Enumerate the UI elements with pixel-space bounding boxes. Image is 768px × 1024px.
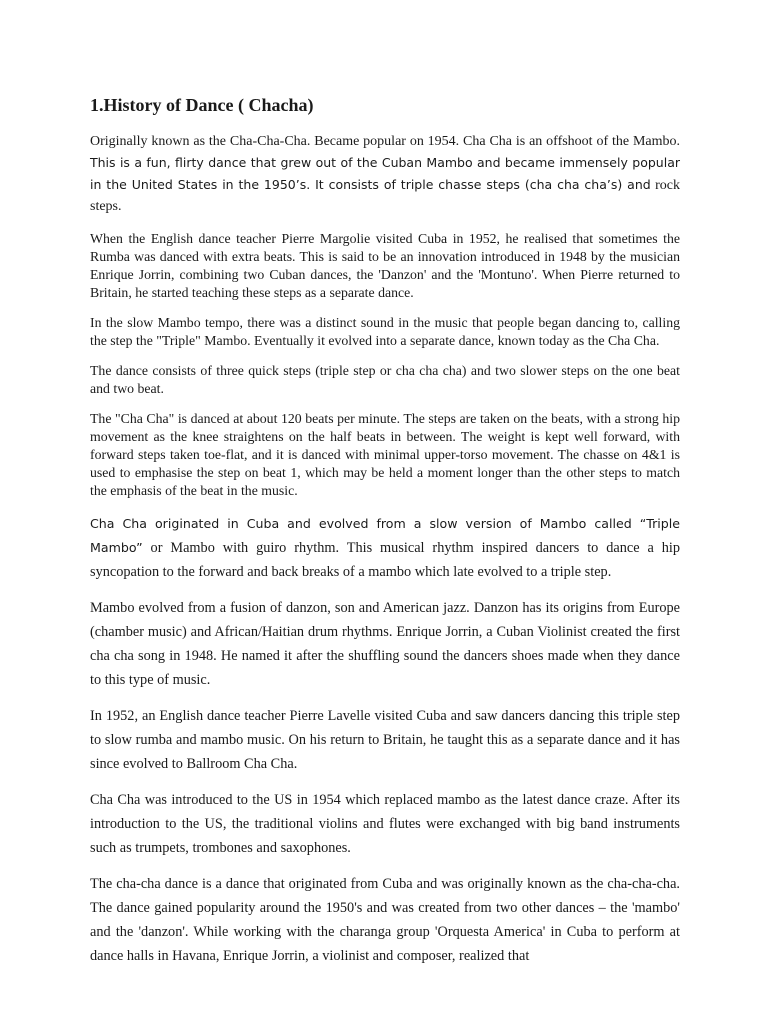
paragraph-intro	[90, 130, 680, 217]
paragraph-steps: The dance consists of three quick steps (triple step or cha cha cha) and two slower steps on the one beat and two beat.	[90, 363, 680, 396]
paragraph-intro-part1: Originally known as the Cha-Cha-Cha. Became popular on 1954. Cha Cha is an offshoot of the Mambo.	[90, 134, 680, 149]
paragraph-margolie: When the English dance teacher Pierre Margolie visited Cuba in 1952, he realised that sometimes the Rumba was danced with extra beats. This is said to be an innovation introduced in 1948 by the musician Enrique Jorrin, combining two Cuban dances, the 'Danzon' and the 'Montuno'. When Pierre returned to Britain, he started teaching these steps as a separate dance.	[90, 231, 680, 300]
paragraph-origin-part1: Cha Cha originated in Cuba and evolved from a slow version of Mambo called “Triple Mambo”	[90, 516, 680, 555]
paragraph-tempo: The "Cha Cha" is danced at about 120 beats per minute. The steps are taken on the beats, with a strong hip movement as the knee straightens on the half beats in between. The weight is kept well forward, with forward steps taken toe-flat, and it is danced with minimal upper-torso movement. The chasse on 4&1 is used to emphasise the step on beat 1, which may be held a moment longer than the other steps to match the emphasis of the beat in the music.	[90, 411, 680, 498]
paragraph-lavelle: In 1952, an English dance teacher Pierre Lavelle visited Cuba and saw dancers dancing this triple step to slow rumba and mambo music. On his return to Britain, he taught this as a separate dance and it has since evolved to Ballroom Cha Cha.	[90, 708, 680, 772]
paragraph-origin-part2: or Mambo with guiro rhythm. This musical rhythm inspired dancers to dance a hip syncopation to the forward and back breaks of a mambo which late evolved to a triple step.	[90, 540, 680, 580]
paragraph-intro-part2: This is a fun, flirty dance that grew out of the Cuban Mambo and became immensely popular in the United States in the 1950’s. It consists of triple chasse steps (cha cha cha’s) and	[90, 155, 680, 192]
paragraph-mambo-fusion: Mambo evolved from a fusion of danzon, son and American jazz. Danzon has its origins from Europe (chamber music) and African/Haitian drum rhythms. Enrique Jorrin, a Cuban Violinist created the first cha cha song in 1948. He named it after the shuffling sound the dancers shoes made when they dance to this type of music.	[90, 600, 680, 688]
paragraph-intro-part3: rock steps.	[90, 178, 680, 214]
paragraph-origin	[90, 512, 680, 584]
paragraph-us-introduction: Cha Cha was introduced to the US in 1954 which replaced mambo as the latest dance craze. After its introduction to the US, the traditional violins and flutes were exchanged with big band instruments such as trumpets, trombones and saxophones.	[90, 792, 680, 856]
paragraph-cha-cha-dance: The cha-cha dance is a dance that originated from Cuba and was originally known as the cha-cha-cha. The dance gained popularity around the 1950's and was created from two other dances – the 'mambo' and the 'danzon'. While working with the charanga group 'Orquesta America' in Cuba to perform at dance halls in Havana, Enrique Jorrin, a violinist and composer, realized that	[90, 876, 680, 964]
document-body	[90, 94, 680, 980]
document-title: 1.History of Dance ( Chacha)	[90, 95, 314, 115]
paragraph-triple-mambo: In the slow Mambo tempo, there was a distinct sound in the music that people began dancing to, calling the step the "Triple" Mambo. Eventually it evolved into a separate dance, known today as the Cha Cha.	[90, 315, 680, 348]
